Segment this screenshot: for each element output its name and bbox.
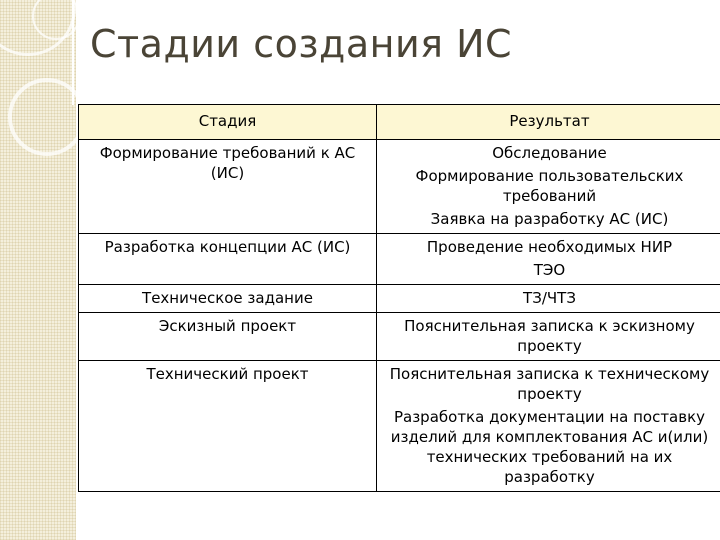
result-cell [377, 234, 720, 285]
table-row [79, 361, 720, 492]
stage-cell: Формирование требований к АС (ИС) [79, 140, 377, 234]
stage-cell: Технический проект [79, 361, 377, 492]
stages-table-container [78, 104, 720, 492]
header-result: Результат [377, 105, 720, 140]
slide-title: Стадии создания ИС [90, 22, 513, 66]
result-item: Пояснительная записка к эскизному проекту [404, 317, 695, 355]
decorative-ring [8, 78, 86, 156]
decorative-side-pattern [0, 0, 76, 540]
table-row [79, 140, 720, 234]
result-item: Обследование [492, 144, 607, 162]
table-row [79, 313, 720, 361]
decorative-divider [72, 0, 74, 105]
result-item: Разработка документации на поставку изделий для комплектования АС и(или) технических требований на их разработку [390, 408, 709, 486]
table-row [79, 285, 720, 313]
result-item: Проведение необходимых НИР [426, 238, 673, 256]
table-row [79, 234, 720, 285]
stage-cell: Разработка концепции АС (ИС) [79, 234, 377, 285]
result-cell [377, 313, 720, 361]
stages-table [78, 104, 720, 492]
result-cell [377, 285, 720, 313]
result-cell [377, 361, 720, 492]
result-item: ТЭО [533, 261, 566, 279]
stage-cell: Эскизный проект [79, 313, 377, 361]
table-header-row [79, 105, 720, 140]
result-cell [377, 140, 720, 234]
stage-cell: Техническое задание [79, 285, 377, 313]
result-item: Заявка на разработку АС (ИС) [430, 210, 669, 228]
result-item: ТЗ/ЧТЗ [523, 289, 576, 307]
header-stage: Стадия [79, 105, 377, 140]
result-item: Формирование пользовательских требований [415, 167, 684, 205]
result-item: Пояснительная записка к техническому проекту [389, 365, 710, 403]
